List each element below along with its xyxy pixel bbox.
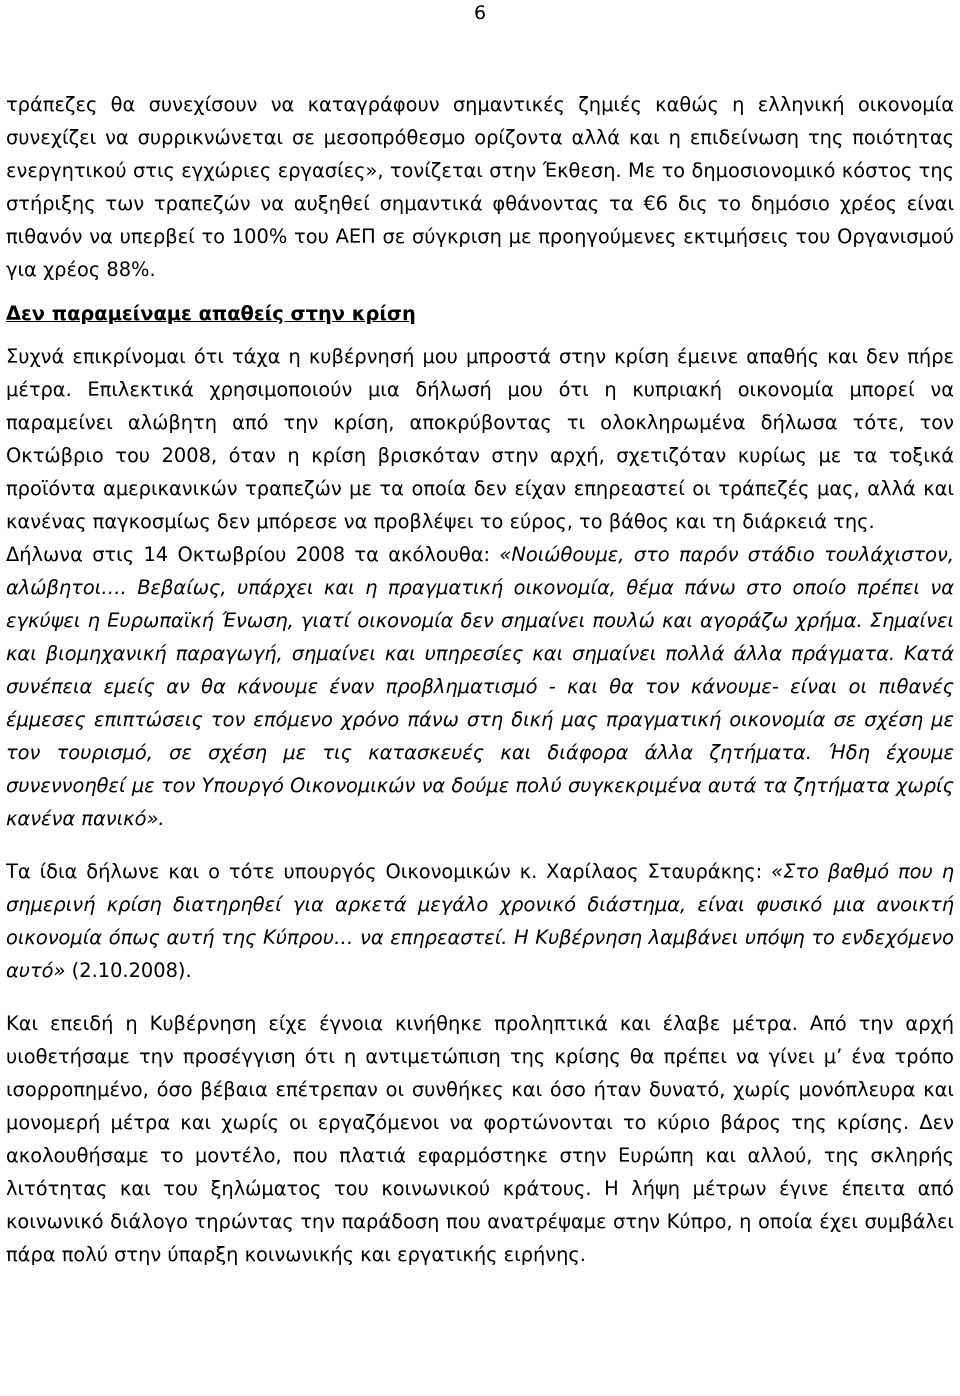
- statement-intro: Δήλωνα στις 14 Οκτωβρίου 2008 τα ακόλουθα:: [6, 543, 500, 566]
- paragraph-government-measures: Και επειδή η Κυβέρνηση είχε έγνοια κινήθηκε προληπτικά και έλαβε μέτρα. Από την αρχή υιοθετήσαμε την προσέγγιση ότι η αντιμετώπιση της κρίσης θα πρέπει να γίνει μ’ ένα τρόπο ισορροπημένο, όσο βέβαια επέτρεπαν οι συνθήκες και όσο ήταν δυνατό, χωρίς μονόπλευρα και μονομερή μέτρα και χωρίς οι εργαζόμενοι να φορτώνονται το κύριο βάρος της κρίσης. Δεν ακολουθήσαμε το μοντέλο, που πλατιά εφαρμόστηκε στην Ευρώπη και αλλού, της σκληρής λιτότητας και του ξηλώματος του κοινωνικού κράτους. Η λήψη μέτρων έγινε έπειτα από κοινωνικό διάλογο τηρώντας την παράδοση που ανατρέψαμε στην Κύπρο, η οποία έχει συμβάλει πάρα πολύ στην ύπαρξη κοινωνικής και εργατικής ειρήνης.: [6, 1012, 954, 1266]
- page-number: 6: [473, 2, 487, 24]
- paragraph-criticism: Συχνά επικρίνομαι ότι τάχα η κυβέρνησή μου μπροστά στην κρίση έμεινε απαθής και δεν πήρε μέτρα. Επιλεκτικά χρησιμοποιούν μια δήλωσή μου ότι η κυπριακή οικονομία μπορεί να παραμείνει αλώβητη από την κρίση, αποκρύβοντας τι ολοκληρωμένα δήλωσα τότε, τον Οκτώβριο του 2008, όταν η κρίση βρισκόταν στην αρχή, σχετιζόταν κυρίως με τα τοξικά προϊόντα αμερικανικών τραπεζών με τα οποία δεν είχαν επηρεαστεί οι τράπεζές μας, αλλά και κανένας παγκοσμίως δεν μπόρεσε να προβλέψει το εύρος, το βάθος και τη διάρκειά της.: [6, 345, 954, 533]
- statement-quote: «Νοιώθουμε, στο παρόν στάδιο τουλάχιστον, αλώβητοι…. Βεβαίως, υπάρχει και η πραγματική οικονομία, θέμα πάνω στο οποίο πρέπει να εγκύψει η Ευρωπαϊκή Ένωση, γιατί οικονομία δεν σημαίνει πουλώ και αγοράζω χρήμα. Σημαίνει και βιομηχανική παραγωγή, σημαίνει και υπηρεσίες και σημαίνει πολλά άλλα πράγματα. Κατά συνέπεια εμείς αν θα κάνουμε έναν προβληματισμό - και θα τον κάνουμε- είναι οι πιθανές έμμεσες επιπτώσεις τον επόμενο χρόνο πάνω στη δική μας πραγματική οικονομία σε σχέση με τον τουρισμό, σε σχέση με τις κατασκευές και διάφορα άλλα ζητήματα. Ήδη έχουμε συνεννοηθεί με τον Υπουργό Οικονομικών να δούμε πολύ συγκεκριμένα αυτά τα ζητήματα χωρίς κανένα πανικό».: [6, 543, 954, 830]
- minister-date: (2.10.2008).: [65, 959, 192, 982]
- paragraph-october-statement: [6, 538, 954, 835]
- section-heading: Δεν παραμείναμε απαθείς στην κρίση: [6, 302, 416, 325]
- paragraph-minister-statement: [6, 855, 954, 987]
- minister-intro: Τα ίδια δήλωνε και ο τότε υπουργός Οικονομικών κ. Χαρίλαος Σταυράκης:: [6, 860, 772, 883]
- minister-quote: «Στο βαθμό που η σημερινή κρίση διατηρηθεί για αρκετά μεγάλο χρονικό διάστημα, είναι φυσικό μια ανοικτή οικονομία όπως αυτή της Κύπρου… να επηρεαστεί. Η Κυβέρνηση λαμβάνει υπόψη το ενδεχόμενο αυτό»: [6, 860, 954, 982]
- paragraph-bank-losses: τράπεζες θα συνεχίσουν να καταγράφουν σημαντικές ζημιές καθώς η ελληνική οικονομία συνεχίζει να συρρικνώνεται σε μεσοπρόθεσμο ορίζοντα αλλά και η επιδείνωση της ποιότητας ενεργητικού στις εγχώριες εργασίες», τονίζεται στην Έκθεση. Με το δημοσιονομικό κόστος της στήριξης των τραπεζών να αυξηθεί σημαντικά φθάνοντας τα €6 δις το δημόσιο χρέος είναι πιθανόν να υπερβεί το 100% του ΑΕΠ σε σύγκριση με προηγούμενες εκτιμήσεις του Οργανισμού για χρέος 88%.: [6, 93, 954, 281]
- document-body: [6, 88, 954, 1271]
